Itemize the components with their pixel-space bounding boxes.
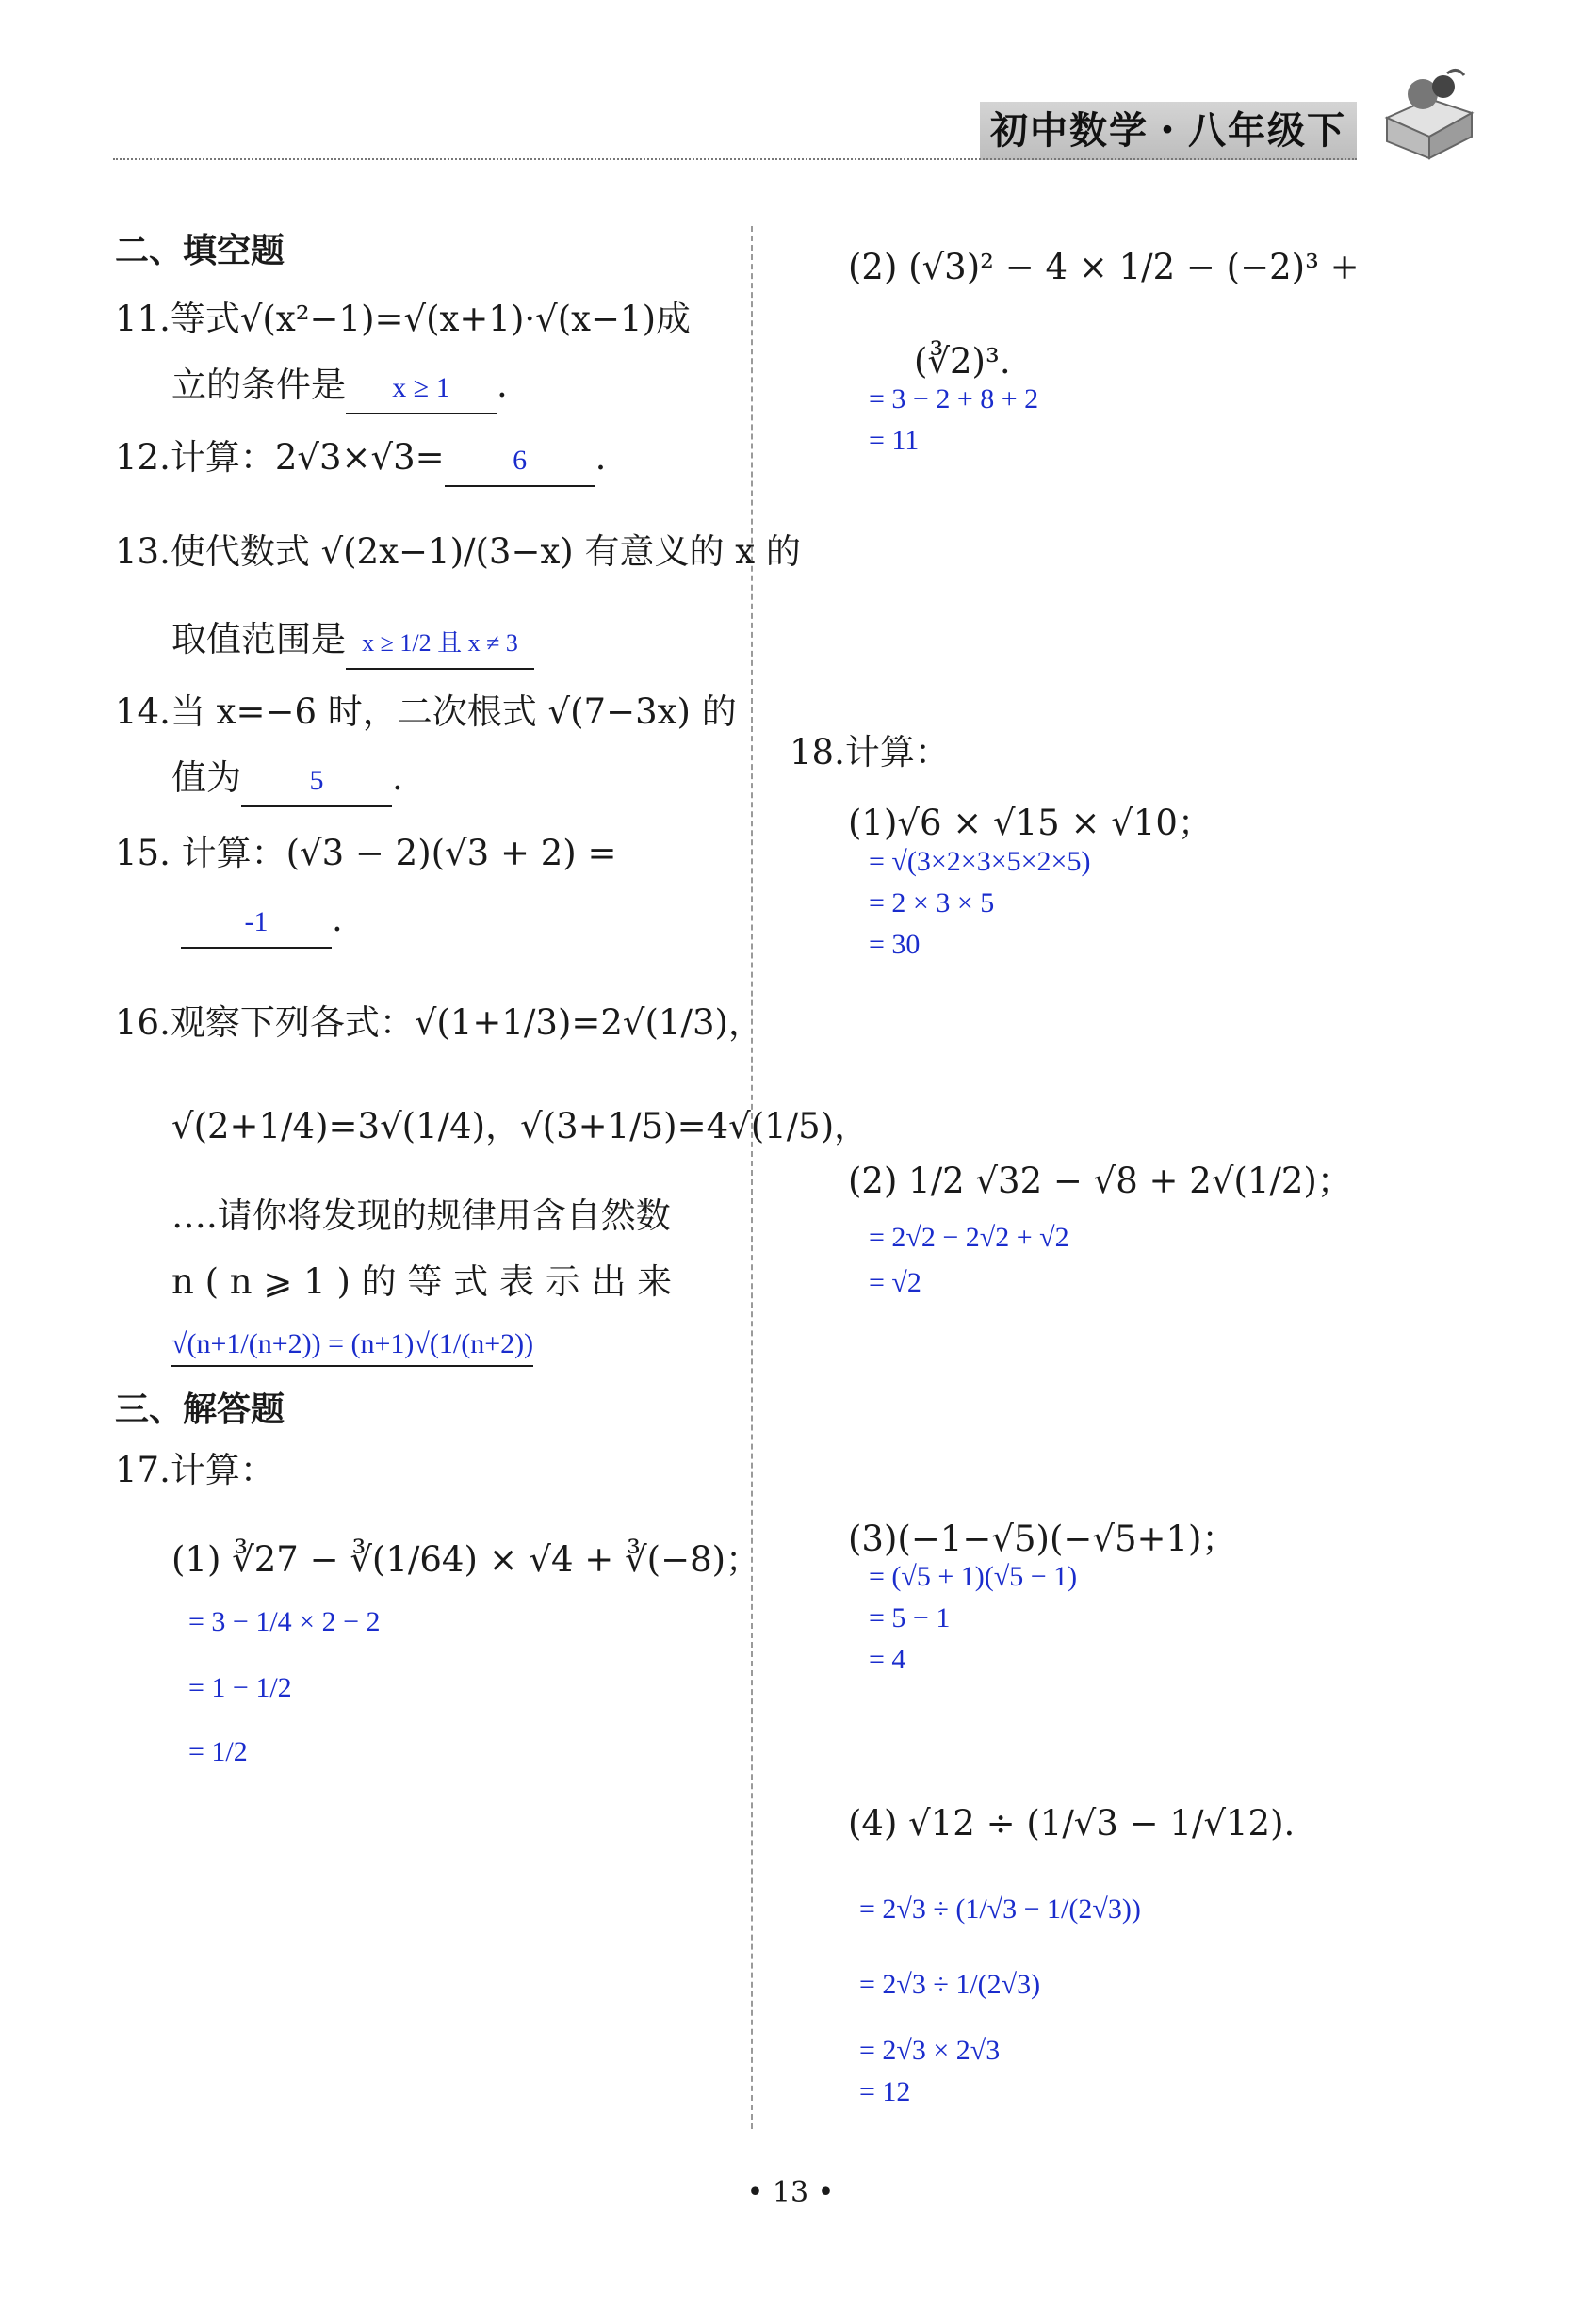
- q17-p1-step3: = 1/2: [188, 1736, 248, 1767]
- answer-11: x ≥ 1: [392, 372, 450, 403]
- header-title: 初中数学・八年级下: [980, 102, 1357, 160]
- q18-p4-step4: = 12: [859, 2076, 911, 2107]
- q18-p3-step1: = (√5 + 1)(√5 − 1): [869, 1561, 1078, 1592]
- question-16-line4: n ( n ⩾ 1 ) 的 等 式 表 示 出 来: [171, 1261, 673, 1302]
- question-15-line2: -1 .: [181, 895, 343, 949]
- q17-p1-step1: = 3 − 1/4 × 2 − 2: [188, 1606, 381, 1637]
- answer-15: -1: [244, 906, 269, 937]
- q18-p4-step1: = 2√3 ÷ (1/√3 − 1/(2√3)): [859, 1893, 1141, 1925]
- q18-p1-step1: = √(3×2×3×5×2×5): [869, 846, 1091, 877]
- q17-p2-step2: = 11: [869, 425, 920, 456]
- section-heading-answer: 三、解答题: [115, 1390, 285, 1429]
- q18-p4-step2: = 2√3 ÷ 1/(2√3): [859, 1969, 1041, 2000]
- question-12: 12.计算：2√3×√3= 6 .: [115, 433, 606, 487]
- books-decoration-icon: [1377, 66, 1481, 160]
- question-17-part2-cont: (∛2)³.: [914, 341, 1011, 382]
- question-17-part2: (2) (√3)² − 4 × 1/2 − (−2)³ +: [848, 247, 1360, 287]
- q18-p1-step3: = 30: [869, 929, 921, 960]
- section-heading-fill: 二、填空题: [115, 232, 285, 270]
- question-14-line1: 14.当 x=−6 时，二次根式 √(7−3x) 的: [115, 691, 737, 732]
- question-18-title: 18.计算：: [790, 732, 950, 772]
- question-13-line2: 取值范围是 x ≥ 1/2 且 x ≠ 3: [171, 615, 534, 670]
- question-16-line2: √(2+1/4)=3√(1/4)，√(3+1/5)=4√(1/5)，: [171, 1106, 870, 1146]
- answer-16: √(n+1/(n+2)) = (n+1)√(1/(n+2)): [171, 1324, 533, 1367]
- q18-p4-step3: = 2√3 × 2√3: [859, 2035, 1001, 2066]
- question-15-line1: 15. 计算：(√3 − 2)(√3 + 2) =: [115, 833, 617, 873]
- column-divider: [751, 226, 753, 2129]
- question-18-part1: (1)√6 × √15 × √10；: [848, 803, 1213, 843]
- answer-12: 6: [513, 445, 528, 476]
- question-17-title: 17.计算：: [115, 1450, 275, 1490]
- q18-p2-step1: = 2√2 − 2√2 + √2: [869, 1222, 1069, 1253]
- question-18-part2: (2) 1/2 √32 − √8 + 2√(1/2)；: [848, 1161, 1352, 1201]
- question-13-line1: 13.使代数式 √(2x−1)/(3−x) 有意义的 x 的: [115, 531, 801, 572]
- answer-14: 5: [309, 765, 324, 796]
- header-rule: [113, 158, 1357, 160]
- q18-p3-step2: = 5 − 1: [869, 1602, 951, 1633]
- question-16-line1: 16.观察下列各式：√(1+1/3)=2√(1/3)，: [115, 1002, 763, 1043]
- question-14-line2: 值为 5 .: [171, 754, 403, 807]
- question-18-part3: (3)(−1−√5)(−√5+1)；: [848, 1519, 1237, 1559]
- answer-13: x ≥ 1/2 且 x ≠ 3: [362, 629, 518, 657]
- q18-p3-step3: = 4: [869, 1644, 906, 1675]
- q17-p1-step2: = 1 − 1/2: [188, 1672, 292, 1703]
- page-number: • 13 •: [746, 2176, 835, 2209]
- q17-p2-step1: = 3 − 2 + 8 + 2: [869, 383, 1039, 414]
- q18-p2-step2: = √2: [869, 1267, 921, 1298]
- question-18-part4: (4) √12 ÷ (1/√3 − 1/√12).: [848, 1803, 1296, 1844]
- question-17-part1: (1) ∛27 − ∛(1/64) × √4 + ∛(−8)；: [171, 1539, 761, 1580]
- question-16-line3: ….请你将发现的规律用含自然数: [171, 1195, 671, 1236]
- question-11-line1: 11.等式√(x²−1)=√(x+1)·√(x−1)成: [115, 299, 692, 339]
- q18-p1-step2: = 2 × 3 × 5: [869, 887, 995, 918]
- question-11-line2: 立的条件是 x ≥ 1 .: [171, 361, 508, 414]
